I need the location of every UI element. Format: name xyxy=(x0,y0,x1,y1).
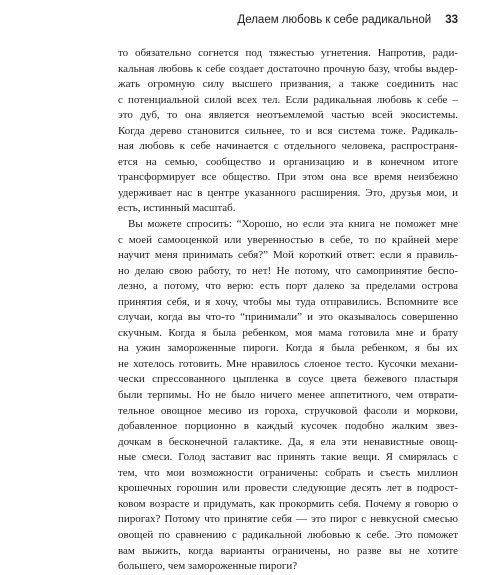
text-line: кальная любовь к себе создает достаточно прочную базу, чтобы выдер- xyxy=(118,62,458,75)
text-line: большего, чем замороженные пироги? xyxy=(118,560,298,573)
text-line: ные смеси. Голод заставит вас принять такие вещи. Я смирялась с xyxy=(118,451,458,464)
body-text xyxy=(118,46,458,575)
text-line: лезно, а потому, что верю: есть порт далеко за пределами острова xyxy=(118,280,458,293)
text-line: с потенциальной силой всех тел. Если радикальная любовь к себе – xyxy=(118,93,458,106)
text-line: жать огромную силу высшего призвания, а также соединить нас xyxy=(118,78,458,91)
text-line: принятия себя, и я хочу, чтобы мы туда отправились. Вспомните все xyxy=(118,295,458,308)
text-line: дочкам в бесконечной галактике. Да, я ела эти ненавистные овощ- xyxy=(118,435,458,448)
text-line: были терпимы. Но не было ничего менее аппетитного, чем отврати- xyxy=(118,389,458,402)
text-line: но делаю свою работу, то нет! Не потому, что самопринятие беспо- xyxy=(118,264,458,277)
chapter-title: Делаем любовь к себе радикальной xyxy=(237,14,432,26)
text-line: ковом возрасте и придумать, как прокормить себя. Почему я говорю о xyxy=(118,497,458,510)
text-line: крошечных горошин или провести следующие десять лет в подрост- xyxy=(118,482,458,495)
running-header xyxy=(118,14,458,34)
text-line: тем, что мои возможности ограничены: собрать и съесть миллион xyxy=(118,466,458,479)
text-line: добавленное порционно в каждый кусочек подобно жалким звез- xyxy=(118,420,458,433)
text-line: тельное овощное месиво из гороха, стручковой фасоли и моркови, xyxy=(118,404,458,417)
text-line: это дуб, то она является неотъемлемой частью всей экосистемы. xyxy=(118,109,458,122)
text-line: овощей по сравнению с радикальной любовью к себе. Это поможет xyxy=(118,528,458,541)
text-line: с моей самооценкой или уверенностью в себе, то по крайней мере xyxy=(118,233,458,246)
page-number: 33 xyxy=(445,14,458,26)
text-line: есть, истинный масштаб. xyxy=(118,202,236,215)
text-line: чески спрессованного цыпленка в соусе цвета бежевого пластыря xyxy=(118,373,458,386)
text-line: Вы можете спросить: “Хорошо, но если эта книга не поможет мне xyxy=(128,218,458,231)
text-line: пирогах? Потому что принятие себя — это пирог с невкусной смесью xyxy=(118,513,458,526)
text-line: трансформирует все общество. При этом она все время неизбежно xyxy=(118,171,458,184)
text-line: научит меня принимать себя?” Мой короткий ответ: если я правиль- xyxy=(118,249,458,262)
text-line: случаи, когда вы что-то “принимали” и это оказывалось совершенно xyxy=(118,311,458,324)
text-line: не хотелось готовить. Мне нравилось слоеное тесто. Кусочки механи- xyxy=(118,357,458,370)
text-line: вам выжить, когда варианты ограничены, но разве вы не хотите xyxy=(118,544,458,557)
text-line: удерживает нас в центре указанного расширения. Это, друзья мои, и xyxy=(118,186,458,199)
text-line: Когда дерево становится сильнее, то и вся система тоже. Радикаль- xyxy=(118,124,458,137)
text-line: скучным. Когда я была ребенком, моя мама готовила мне и брату xyxy=(118,326,458,339)
text-line: то обязательно согнется под тяжестью угнетения. Напротив, ради- xyxy=(118,47,458,59)
text-line: ная любовь к себе начинается с отдельного человека, распространя- xyxy=(118,140,458,153)
text-line: на ужин замороженные пироги. Когда я была ребенком, я бы их xyxy=(118,342,458,355)
text-line: ется на семью, сообщество и организацию и в конечном итоге xyxy=(118,155,458,168)
